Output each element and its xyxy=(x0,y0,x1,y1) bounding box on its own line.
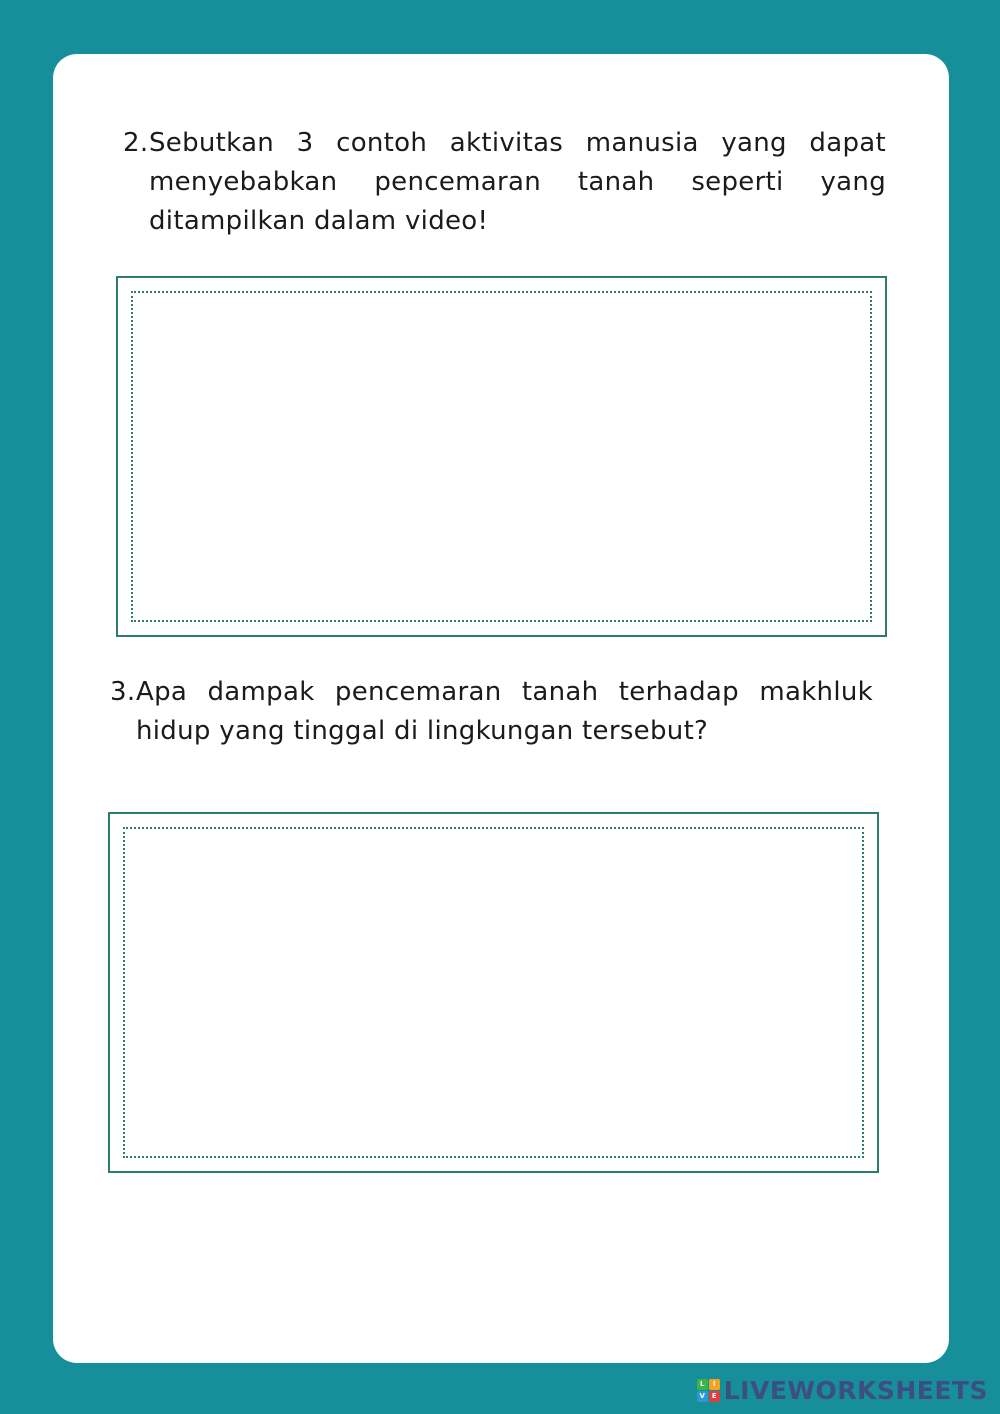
question-2 xyxy=(123,124,886,241)
liveworksheets-logo-icon xyxy=(697,1379,720,1402)
answer-input-2[interactable] xyxy=(133,293,870,620)
answer-box-3-dotted-border xyxy=(123,827,864,1158)
logo-cell-l: L xyxy=(697,1379,708,1390)
answer-box-2 xyxy=(116,276,887,637)
logo-cell-i: I xyxy=(709,1379,720,1390)
question-3 xyxy=(110,673,873,751)
worksheet-page xyxy=(53,54,949,1363)
answer-input-3[interactable] xyxy=(125,829,862,1156)
logo-cell-e: E xyxy=(709,1391,720,1402)
question-3-text: Apa dampak pencemaran tanah terhadap makhluk hidup yang tinggal di lingkungan tersebut? xyxy=(136,677,873,746)
liveworksheets-wordmark: LIVEWORKSHEETS xyxy=(723,1375,988,1405)
question-2-text: Sebutkan 3 contoh aktivitas manusia yang dapat menyebabkan pencemaran tanah seperti yang ditampilkan dalam video! xyxy=(149,128,886,236)
liveworksheets-brand xyxy=(697,1373,988,1407)
question-2-number: 2. xyxy=(123,128,149,158)
answer-box-3 xyxy=(108,812,879,1173)
answer-box-2-dotted-border xyxy=(131,291,872,622)
logo-cell-v: V xyxy=(697,1391,708,1402)
question-3-number: 3. xyxy=(110,677,136,707)
